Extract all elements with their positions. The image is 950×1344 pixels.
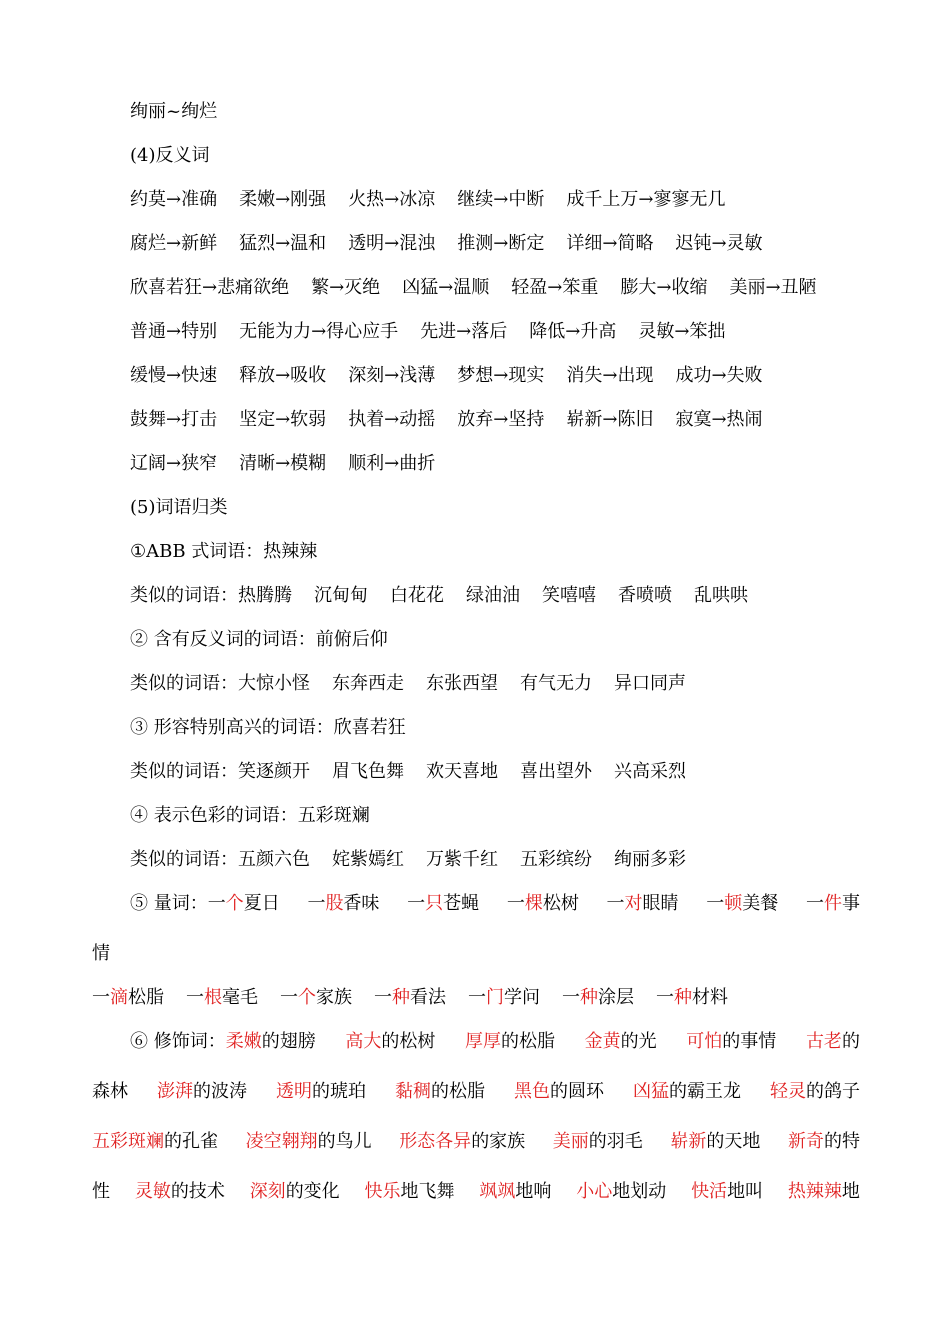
antonym-pair: 无能为力→得心应手 <box>239 321 399 342</box>
modifier-item: 飒飒地响 <box>479 1181 552 1202</box>
antonym-pair: 缓慢→快速 <box>130 365 218 386</box>
similar-word: 热腾腾 <box>238 585 292 606</box>
antonym-pair: 灵敏→笨拙 <box>638 321 726 342</box>
antonym-pair: 柔嫩→刚强 <box>239 189 327 210</box>
modifier-item: 高大的松树 <box>345 1031 436 1052</box>
modifier-item: 崭新的天地 <box>670 1131 761 1152</box>
similar-word: 欢天喜地 <box>426 761 498 782</box>
antonym-pair: 释放→吸收 <box>239 365 327 386</box>
similar-prefix: 类似的词语： <box>130 761 238 782</box>
measure-item: 一门学问 <box>468 987 540 1008</box>
modifier-item: 灵敏的技术 <box>134 1181 225 1202</box>
similar-word: 万紫千红 <box>426 849 498 870</box>
measure-item: 一种材料 <box>656 987 728 1008</box>
measure-item: 一根毫毛 <box>186 987 258 1008</box>
antonym-row <box>130 276 817 300</box>
similar-prefix: 类似的词语： <box>130 849 238 870</box>
antonym-pair: 鼓舞→打击 <box>130 409 218 430</box>
similar-word: 白花花 <box>390 585 444 606</box>
antonym-pair: 成功→失败 <box>675 365 763 386</box>
similar-word: 东奔西走 <box>332 673 404 694</box>
similar-words-row <box>130 584 748 608</box>
group-label: ①ABB 式词语：热辣辣 <box>130 541 318 562</box>
measure-item: 一股香味 <box>307 893 380 914</box>
similar-word: 沉甸甸 <box>314 585 368 606</box>
similar-word: 香喷喷 <box>618 585 672 606</box>
modifier-item: 森林 <box>92 1081 128 1102</box>
measure-item: 一种看法 <box>374 987 446 1008</box>
antonym-pair: 成千上万→寥寥无几 <box>566 189 726 210</box>
modifier-row <box>92 1130 860 1154</box>
antonym-pair: 猛烈→温和 <box>239 233 327 254</box>
antonym-pair: 约莫→准确 <box>130 189 218 210</box>
group-label: ② 含有反义词的词语：前俯后仰 <box>130 629 388 650</box>
modifier-item: 黑色的圆环 <box>514 1081 604 1102</box>
modifier-item: 厚厚的松脂 <box>465 1031 556 1052</box>
antonym-row <box>130 408 763 432</box>
measure-item: 一只苍蝇 <box>407 893 480 914</box>
modifier-row <box>92 1180 860 1204</box>
modifier-item: 澎湃的波涛 <box>157 1081 247 1102</box>
antonym-pair: 透明→混浊 <box>348 233 436 254</box>
antonym-pair: 膨大→收缩 <box>620 277 708 298</box>
modifier-item: 凌空翱翔的鸟儿 <box>245 1131 372 1152</box>
modifier-item: 古老的 <box>805 1031 860 1052</box>
similar-word: 东张西望 <box>426 673 498 694</box>
similar-word: 笑逐颜开 <box>238 761 310 782</box>
group-label: ④ 表示色彩的词语：五彩斑斓 <box>130 805 370 826</box>
modifier-label: ⑥ 修饰词： <box>130 1031 226 1052</box>
modifier-item: 快活地叫 <box>691 1181 764 1202</box>
antonym-pair: 火热→冰凉 <box>348 189 436 210</box>
antonym-pair: 坚定→软弱 <box>239 409 327 430</box>
similar-word: 乱哄哄 <box>694 585 748 606</box>
modifier-row <box>92 1080 860 1104</box>
modifier-item: 五彩斑斓的孔雀 <box>92 1131 218 1152</box>
modifier-item: 金黄的光 <box>584 1031 657 1052</box>
antonym-heading: (4)反义词 <box>130 145 210 166</box>
similar-word: 笑嘻嘻 <box>542 585 596 606</box>
modifier-item: 性 <box>92 1181 110 1202</box>
modifier-item: 形态各异的家族 <box>399 1131 526 1152</box>
modifier-item: 热辣辣地 <box>787 1181 860 1202</box>
antonym-pair: 详细→简略 <box>566 233 654 254</box>
antonym-pair: 放弃→坚持 <box>457 409 545 430</box>
modifier-item: 凶猛的霸王龙 <box>633 1081 741 1102</box>
modifier-item: 新奇的特 <box>787 1131 860 1152</box>
measure-item: 一棵松树 <box>506 893 579 914</box>
antonym-pair: 寂寞→热闹 <box>675 409 763 430</box>
similar-prefix: 类似的词语： <box>130 585 238 606</box>
modifier-item: 透明的琥珀 <box>276 1081 366 1102</box>
measure-item: 一顿美餐 <box>706 893 779 914</box>
antonym-pair: 梦想→现实 <box>457 365 545 386</box>
similar-word: 异口同声 <box>614 673 686 694</box>
antonym-pair: 轻盈→笨重 <box>511 277 599 298</box>
antonym-row <box>130 452 435 476</box>
group-label: ③ 形容特别高兴的词语：欣喜若狂 <box>130 717 406 738</box>
modifier-item: 可怕的事情 <box>686 1031 777 1052</box>
measure-item: 一种涂层 <box>562 987 634 1008</box>
line-top: 绚丽~绚烂 <box>130 101 218 122</box>
antonym-pair: 腐烂→新鲜 <box>130 233 218 254</box>
antonym-pair: 先进→落后 <box>420 321 508 342</box>
antonym-pair: 继续→中断 <box>457 189 545 210</box>
measure-row <box>130 892 860 916</box>
antonym-pair: 崭新→陈旧 <box>566 409 654 430</box>
modifier-item: 轻灵的鸽子 <box>770 1081 860 1102</box>
antonym-pair: 顺利→曲折 <box>348 453 436 474</box>
similar-word: 五颜六色 <box>238 849 310 870</box>
antonym-row <box>130 188 725 212</box>
antonym-pair: 凶猛→温顺 <box>402 277 490 298</box>
antonym-pair: 辽阔→狭窄 <box>130 453 218 474</box>
antonym-pair: 降低→升高 <box>529 321 617 342</box>
modifier-row <box>130 1030 860 1054</box>
similar-word: 眉飞色舞 <box>332 761 404 782</box>
antonym-row <box>130 364 763 388</box>
antonym-row <box>130 320 725 344</box>
similar-word: 姹紫嫣红 <box>332 849 404 870</box>
antonym-pair: 繁→灭绝 <box>311 277 381 298</box>
antonym-pair: 欣喜若狂→悲痛欲绝 <box>130 277 290 298</box>
antonym-row <box>130 232 763 256</box>
antonym-pair: 美丽→丑陋 <box>729 277 817 298</box>
measure-item: ⑤ 量词：一个夏日 <box>130 893 280 914</box>
modifier-item: 深刻的变化 <box>249 1181 340 1202</box>
similar-word: 绿油油 <box>466 585 520 606</box>
similar-word: 喜出望外 <box>520 761 592 782</box>
antonym-pair: 清晰→模糊 <box>239 453 327 474</box>
antonym-pair: 消失→出现 <box>566 365 654 386</box>
measure-item: 一件事 <box>805 893 860 914</box>
similar-words-row <box>130 848 686 872</box>
measure-item: 一个家族 <box>280 987 352 1008</box>
modifier-item: ⑥ 修饰词：柔嫩的翅膀 <box>130 1031 316 1052</box>
similar-words-row <box>130 672 686 696</box>
modifier-item: 黏稠的松脂 <box>395 1081 485 1102</box>
measure-label: ⑤ 量词： <box>130 893 208 914</box>
antonym-pair: 推测→断定 <box>457 233 545 254</box>
similar-word: 五彩缤纷 <box>520 849 592 870</box>
antonym-pair: 执着→动摇 <box>348 409 436 430</box>
measure-item: 一对眼睛 <box>606 893 679 914</box>
antonym-pair: 普通→特别 <box>130 321 218 342</box>
similar-words-row <box>130 760 686 784</box>
similar-word: 大惊小怪 <box>238 673 310 694</box>
similar-word: 有气无力 <box>520 673 592 694</box>
measure-row <box>92 986 728 1010</box>
measure-item: 一滴松脂 <box>92 987 164 1008</box>
measure-wrap: 情 <box>92 943 110 964</box>
similar-prefix: 类似的词语： <box>130 673 238 694</box>
modifier-item: 快乐地飞舞 <box>364 1181 455 1202</box>
antonym-pair: 深刻→浅薄 <box>348 365 436 386</box>
antonym-pair: 迟钝→灵敏 <box>675 233 763 254</box>
similar-word: 兴高采烈 <box>614 761 686 782</box>
modifier-item: 小心地划动 <box>576 1181 667 1202</box>
modifier-item: 美丽的羽毛 <box>552 1131 643 1152</box>
classify-heading: (5)词语归类 <box>130 497 228 518</box>
similar-word: 绚丽多彩 <box>614 849 686 870</box>
